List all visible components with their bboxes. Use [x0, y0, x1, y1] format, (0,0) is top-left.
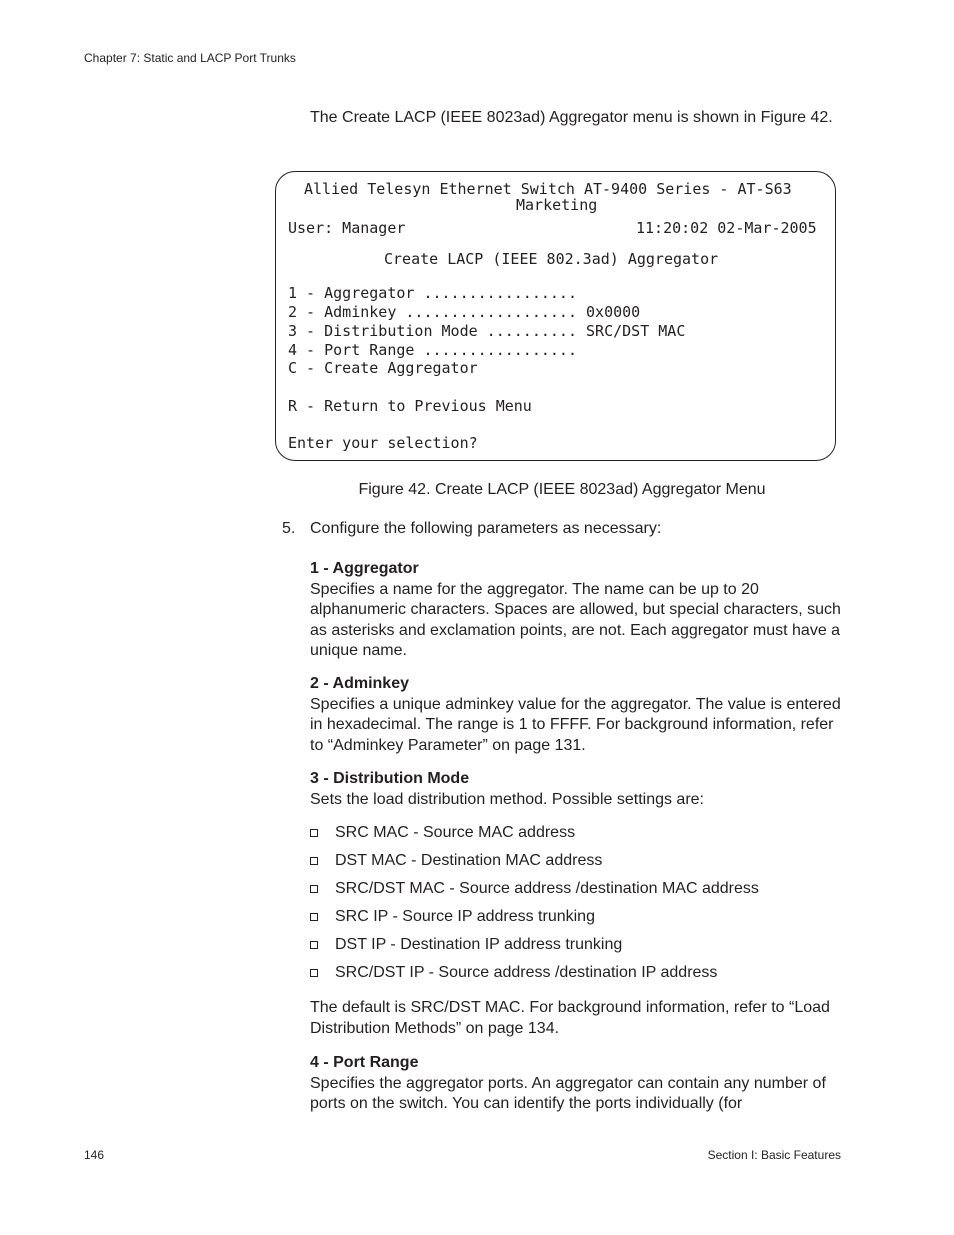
- intro-paragraph: The Create LACP (IEEE 8023ad) Aggregator menu is shown in Figure 42.: [310, 109, 833, 126]
- checkbox-bullet-icon: [310, 857, 318, 865]
- param-description: Specifies a unique adminkey value for the aggregator. The value is entered in hexadecimal. The range is 1 to FFFF. For background information, refer to “Adminkey Parameter” on page 131.: [310, 695, 841, 754]
- terminal-timestamp: 11:20:02 02-Mar-2005: [636, 219, 817, 237]
- terminal-option-adminkey: 2 - Adminkey ................... 0x0000: [288, 303, 641, 321]
- figure-caption: Figure 42. Create LACP (IEEE 8023ad) Aggregator Menu: [358, 481, 766, 498]
- terminal-title-line1: Allied Telesyn Ethernet Switch AT-9400 Series - AT-S63: [304, 180, 792, 198]
- step-text: Configure the following parameters as necessary:: [310, 520, 662, 537]
- step-number: 5.: [282, 520, 296, 537]
- param-description: Sets the load distribution method. Possible settings are:: [310, 790, 704, 808]
- param-title: 3 - Distribution Mode: [310, 770, 470, 787]
- param-description: Specifies the aggregator ports. An aggregator can contain any number of ports on the switch. You can identify the ports individually (for: [310, 1074, 826, 1112]
- param-aggregator: [310, 559, 845, 662]
- running-footer: Section I: Basic Features: [707, 1148, 841, 1162]
- checkbox-bullet-icon: [310, 969, 318, 977]
- param-description: Specifies a name for the aggregator. The name can be up to 20 alphanumeric characters. Spaces are allowed, but special characters, such as asterisks and exclamation points, are not. Each aggregator must have a unique name.: [310, 580, 841, 659]
- list-item: SRC/DST IP - Source address /destination IP address: [310, 964, 717, 982]
- step-item: [282, 520, 661, 538]
- running-header: Chapter 7: Static and LACP Port Trunks: [84, 51, 296, 65]
- terminal-option-distribution-mode: 3 - Distribution Mode .......... SRC/DST MAC: [288, 322, 686, 340]
- param-title: 2 - Adminkey: [310, 675, 409, 692]
- param-title: 1 - Aggregator: [310, 560, 419, 577]
- terminal-menu-title: Create LACP (IEEE 802.3ad) Aggregator: [384, 250, 719, 268]
- page-number: 146: [84, 1148, 105, 1162]
- checkbox-bullet-icon: [310, 941, 318, 949]
- list-item: SRC IP - Source IP address trunking: [310, 908, 595, 926]
- param-distribution-mode: [310, 769, 845, 810]
- terminal-title-line2: Marketing: [516, 196, 598, 214]
- list-item: SRC MAC - Source MAC address: [310, 824, 575, 842]
- default-note: The default is SRC/DST MAC. For background information, refer to “Load Distribution Methods” on page 134.: [310, 999, 830, 1037]
- checkbox-bullet-icon: [310, 829, 318, 837]
- terminal-user: User: Manager: [288, 219, 406, 237]
- list-item: DST IP - Destination IP address trunking: [310, 936, 622, 954]
- terminal-screen-figure: [275, 171, 836, 461]
- param-title: 4 - Port Range: [310, 1054, 419, 1071]
- list-item: DST MAC - Destination MAC address: [310, 852, 602, 870]
- terminal-option-return: R - Return to Previous Menu: [288, 397, 532, 415]
- terminal-option-create: C - Create Aggregator: [288, 359, 478, 377]
- terminal-option-port-range: 4 - Port Range .................: [288, 341, 577, 359]
- param-port-range: [310, 1053, 845, 1115]
- list-item: SRC/DST MAC - Source address /destination MAC address: [310, 880, 759, 898]
- terminal-option-aggregator: 1 - Aggregator .................: [288, 284, 577, 302]
- param-adminkey: [310, 674, 845, 756]
- checkbox-bullet-icon: [310, 885, 318, 893]
- checkbox-bullet-icon: [310, 913, 318, 921]
- terminal-prompt: Enter your selection?: [288, 434, 478, 452]
